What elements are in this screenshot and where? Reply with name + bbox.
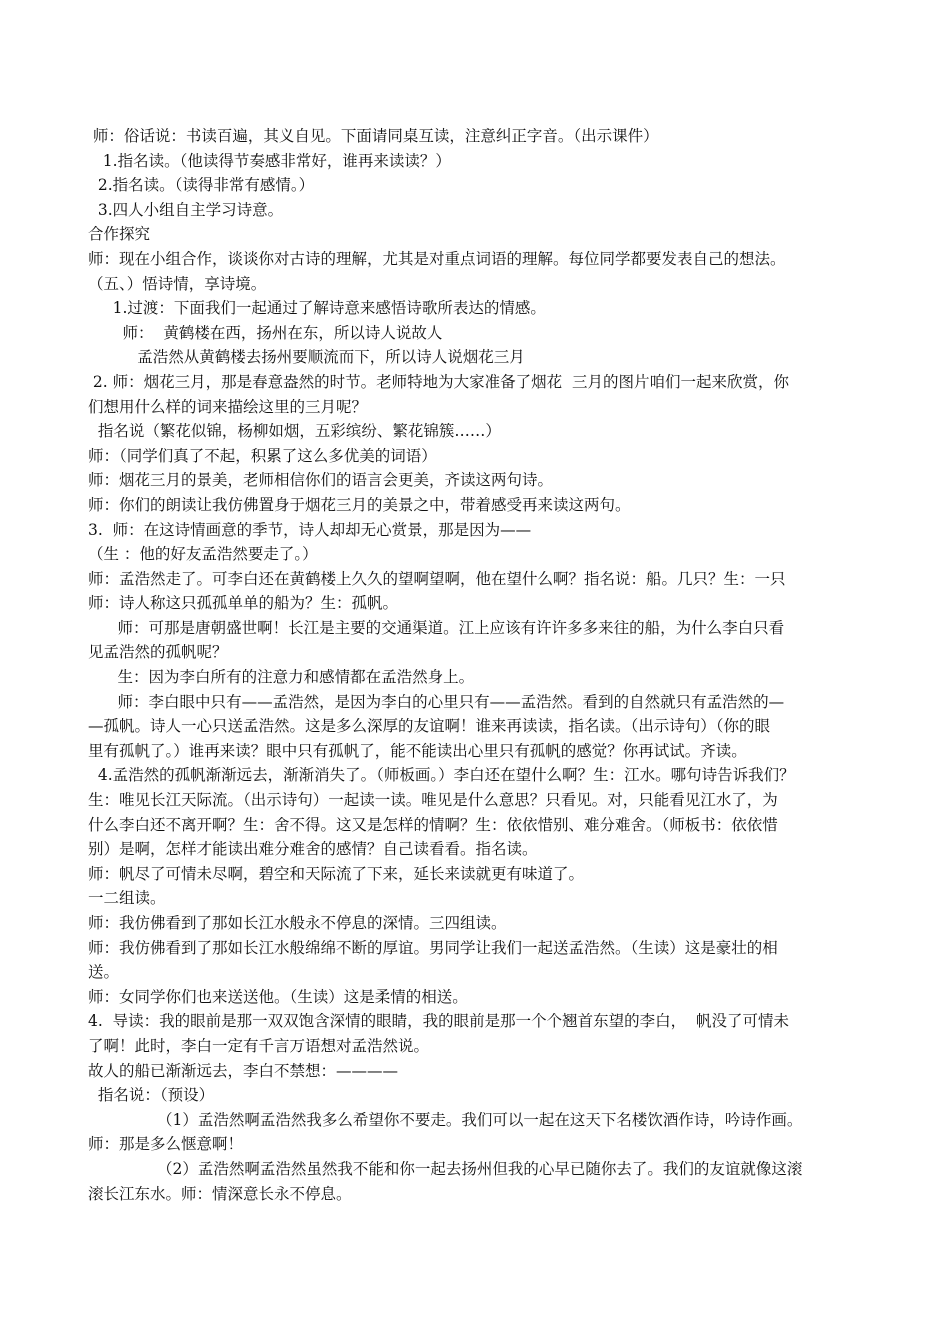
text-line: 见孟浩然的孤帆呢？ <box>88 643 228 662</box>
text-line: 指名说：（预设） <box>88 1086 215 1105</box>
text-line: 3.四人小组自主学习诗意。 <box>88 200 284 219</box>
text-line: 师：女同学你们也来送送他。（生读）这是柔情的相送。 <box>88 987 468 1006</box>
text-line: 4. 导读：我的眼前是那一双双饱含深情的眼睛，我的眼前是那一个个翘首东望的李白， 帆没了可情未 <box>88 1012 789 1031</box>
text-line: 3. 师：在这诗情画意的季节，诗人却却无心赏景，那是因为—— <box>88 520 532 539</box>
section-heading: 合作探究 <box>88 225 151 244</box>
text-line: 生：因为李白所有的注意力和感情都在孟浩然身上。 <box>88 668 475 687</box>
text-line: 指名说（繁花似锦，杨柳如烟，五彩缤纷、繁花锦簇……） <box>88 422 501 441</box>
text-line: 故人的船已渐渐远去，李白不禁想：———— <box>88 1061 399 1080</box>
text-line: 什么李白还不离开啊？生：舍不得。这又是怎样的情啊？生：依依惜别、难分难舍。（师板书：依依惜 <box>88 815 778 834</box>
text-line: 1.过渡：下面我们一起通过了解诗意来感悟诗歌所表达的情感。 <box>88 299 546 318</box>
text-line: 2.指名读。（读得非常有感情。） <box>88 176 315 195</box>
text-line: 师：（同学们真了不起，积累了这么多优美的词语） <box>88 446 437 465</box>
text-line: 师：可那是唐朝盛世啊！长江是主要的交通渠道。江上应该有许许多多来往的船，为什么李白只看 <box>88 618 785 637</box>
text-line: 生：唯见长江天际流。（出示诗句）一起读一读。唯见是什么意思？只看见。对，只能看见江水了，为 <box>88 791 778 810</box>
text-line: 师：烟花三月的景美，老师相信你们的语言会更美，齐读这两句诗。 <box>88 471 554 490</box>
text-line: 师：李白眼中只有——孟浩然，是因为李白的心里只有——孟浩然。看到的自然就只有孟浩然的— <box>88 692 785 711</box>
text-line: 1.指名读。（他读得节奏感非常好，谁再来读读？） <box>88 151 451 170</box>
text-line: 4.孟浩然的孤帆渐渐远去，渐渐消失了。（师板画。）李白还在望什么啊？生：江水。哪句诗告诉我们？ <box>88 766 795 785</box>
text-line: （生 ：他的好友孟浩然要走了。） <box>88 545 318 564</box>
text-line: 师：那是多么惬意啊！ <box>88 1135 244 1154</box>
text-line: 师：孟浩然走了。可李白还在黄鹤楼上久久的望啊望啊，他在望什么啊？指名说：船。几只？生：一只 <box>88 569 786 588</box>
text-line: 师：俗话说：书读百遍，其义自见。下面请同桌互读，注意纠正字音。（出示课件） <box>88 127 659 145</box>
text-line: 孟浩然从黄鹤楼去扬州要顺流而下，所以诗人说烟花三月 <box>88 348 525 367</box>
text-line: （2）孟浩然啊孟浩然虽然我不能和你一起去扬州但我的心早已随你去了。我们的友谊就像这滚 <box>88 1159 803 1178</box>
text-line: 师：我仿佛看到了那如长江水般永不停息的深情。三四组读。 <box>88 914 507 932</box>
text-line: 师：帆尽了可情未尽啊，碧空和天际流了下来，延长来读就更有味道了。 <box>88 864 585 883</box>
text-line: 师：你们的朗读让我仿佛置身于烟花三月的美景之中，带着感受再来读这两句。 <box>88 495 631 514</box>
text-line: —孤帆。诗人一心只送孟浩然。这是多么深厚的友谊啊！谁来再读读，指名读。（出示诗句）（你的眼 <box>88 717 771 736</box>
text-line: 一二组读。 <box>88 889 166 908</box>
text-line: （1）孟浩然啊孟浩然我多么希望你不要走。我们可以一起在这天下名楼饮酒作诗，吟诗作画。 <box>88 1110 803 1129</box>
text-line: 师：我仿佛看到了那如长江水般绵绵不断的厚谊。男同学让我们一起送孟浩然。（生读）这是豪壮的相 <box>88 938 778 957</box>
text-line: 师： 黄鹤楼在西，扬州在东，所以诗人说故人 <box>88 323 443 342</box>
text-line: 里有孤帆了。）谁再来读？眼中只有孤帆了，能不能读出心里只有孤帆的感觉？你再试试。齐读。 <box>88 741 747 760</box>
text-line: 别）是啊，怎样才能读出难分难舍的感情？自己读看看。指名读。 <box>88 840 538 859</box>
text-line: 了啊！此时，李白一定有千言万语想对孟浩然说。 <box>88 1036 430 1055</box>
text-line: 师：诗人称这只孤孤单单的船为？生：孤帆。 <box>88 594 399 613</box>
text-line: 2. 师：烟花三月，那是春意盎然的时节。老师特地为大家准备了烟花 三月的图片咱们一起来欣赏，你 <box>88 372 789 391</box>
text-line: 滚长江东水。师：情深意长永不停息。 <box>88 1184 352 1203</box>
text-line: 们想用什么样的词来描绘这里的三月呢？ <box>88 397 368 416</box>
text-line: 送。 <box>88 963 120 982</box>
text-line: 师：现在小组合作，谈谈你对古诗的理解，尤其是对重点词语的理解。每位同学都要发表自己的想法。 <box>88 249 786 268</box>
document-body <box>88 124 868 1206</box>
section-heading: （五、）悟诗情，享诗境。 <box>88 274 267 293</box>
